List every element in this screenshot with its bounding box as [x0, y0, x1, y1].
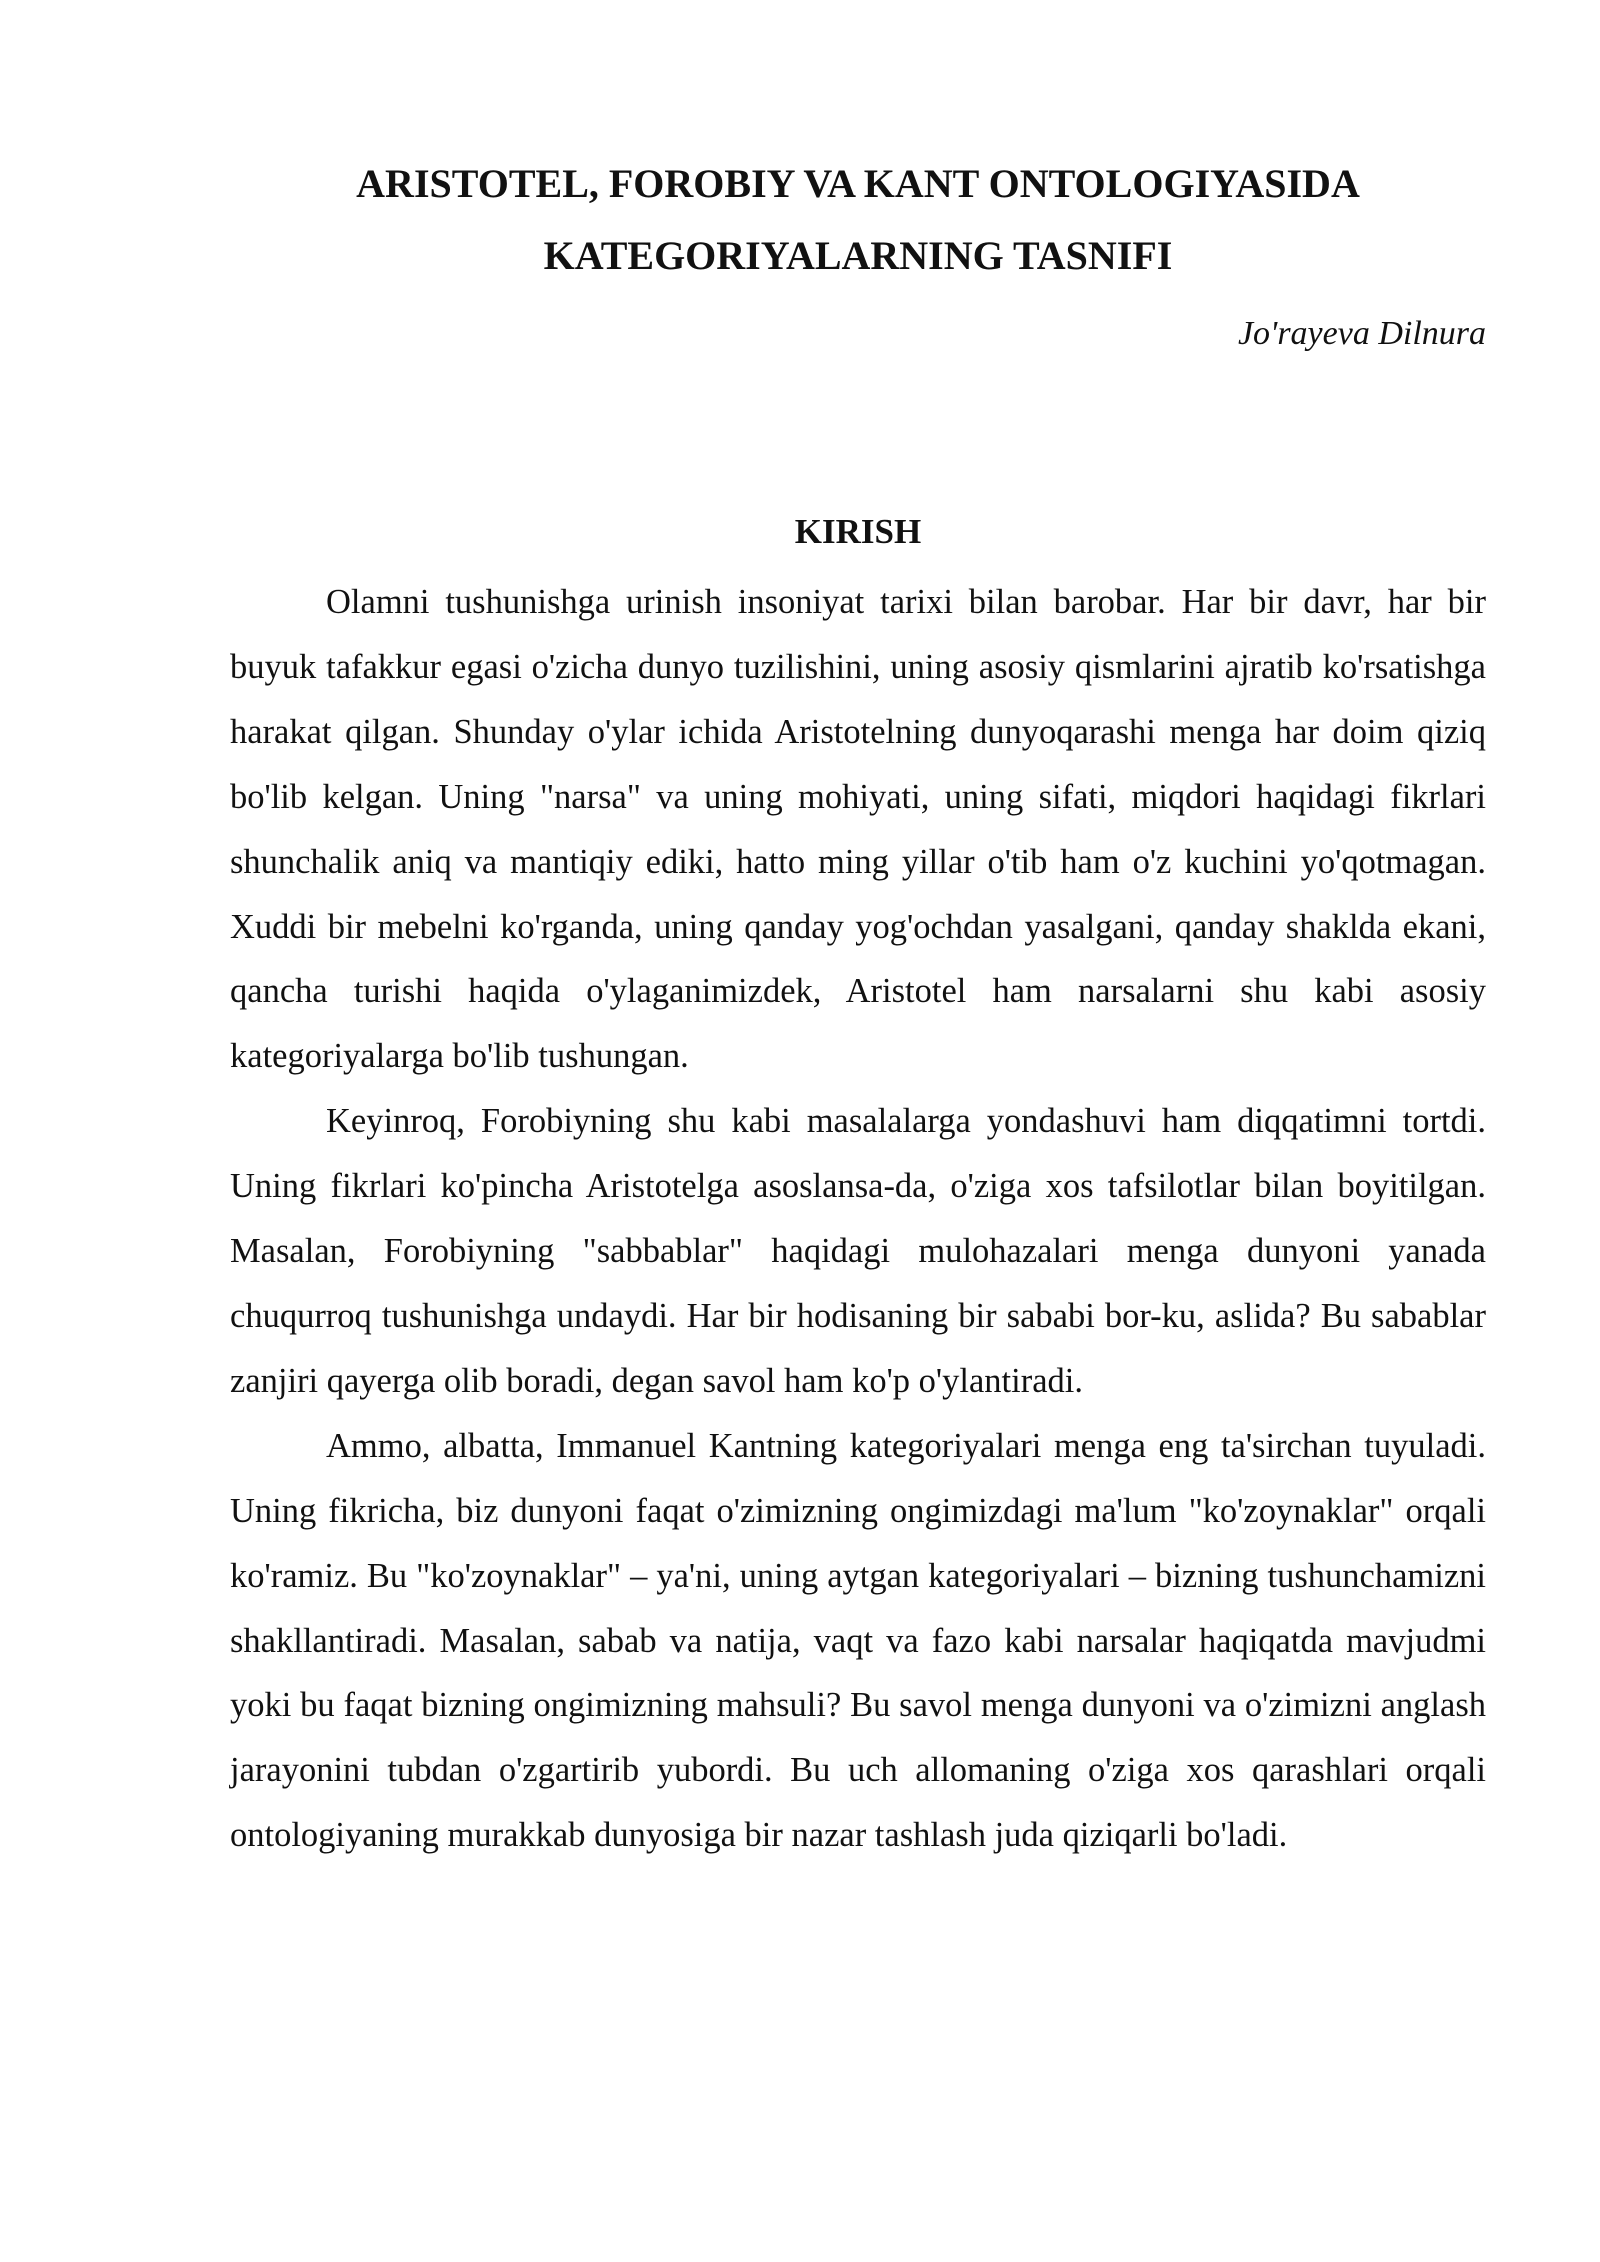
document-title: [230, 0, 1486, 292]
paragraph-3: Ammo, albatta, Immanuel Kantning kategoriyalari menga eng ta'sirchan tuyuladi. Uning fikricha, biz dunyoni faqat o'zimizning ongimizdagi ma'lum "ko'zoynaklar" orqali ko'ramiz. Bu "ko'zoynaklar" – ya'ni, uning aytgan kategoriyalari – bizning tushunchamizni shakllantiradi. Masalan, sabab va natija, vaqt va fazo kabi narsalar haqiqatda mavjudmi yoki bu faqat bizning ongimizning mahsuli? Bu savol menga dunyoni va o'zimizni anglash jarayonini tubdan o'zgartirib yubordi. Bu uch allomaning o'ziga xos qarashlari orqali ontologiyaning murakkab dunyosiga bir nazar tashlash juda qiziqarli bo'ladi.: [230, 1426, 1486, 1855]
title-line-2: KATEGORIYALARNING TASNIFI: [543, 233, 1173, 278]
paragraph-2: Keyinroq, Forobiyning shu kabi masalalarga yondashuvi ham diqqatimni tortdi. Uning fikrlari ko'pincha Aristotelga asoslansa-da, o'ziga xos tafsilotlar bilan boyitilgan. Masalan, Forobiyning "sabbablar" haqidagi mulohazalari menga dunyoni yanada chuqurroq tushunishga undaydi. Har bir hodisaning bir sababi bor-ku, aslida? Bu sabablar zanjiri qayerga olib boradi, degan savol ham ko'p o'ylantiradi.: [230, 1102, 1486, 1400]
title-line-1: ARISTOTEL, FOROBIY VA KANT ONTOLOGIYASIDA: [356, 161, 1360, 206]
body-text: [230, 570, 1486, 1868]
author-name: Jo'rayeva Dilnura: [1237, 315, 1486, 352]
document-page: [230, 0, 1486, 1868]
section-heading-kirish: KIRISH: [794, 512, 922, 551]
paragraph-1: Olamni tushunishga urinish insoniyat tarixi bilan barobar. Har bir davr, har bir buyuk tafakkur egasi o'zicha dunyo tuzilishini, uning asosiy qismlarini ajratib ko'rsatishga harakat qilgan. Shunday o'ylar ichida Aristotelning dunyoqarashi menga har doim qiziq bo'lib kelgan. Uning "narsa" va uning mohiyati, uning sifati, miqdori haqidagi fikrlari shunchalik aniq va mantiqiy ediki, hatto ming yillar o'tib ham o'z kuchini yo'qotmagan. Xuddi bir mebelni ko'rganda, uning qanday yog'ochdan yasalgani, qanday shaklda ekani, qancha turishi haqida o'ylaganimizdek, Aristotel ham narsalarni shu kabi asosiy kategoriyalarga bo'lib tushungan.: [230, 583, 1486, 1076]
